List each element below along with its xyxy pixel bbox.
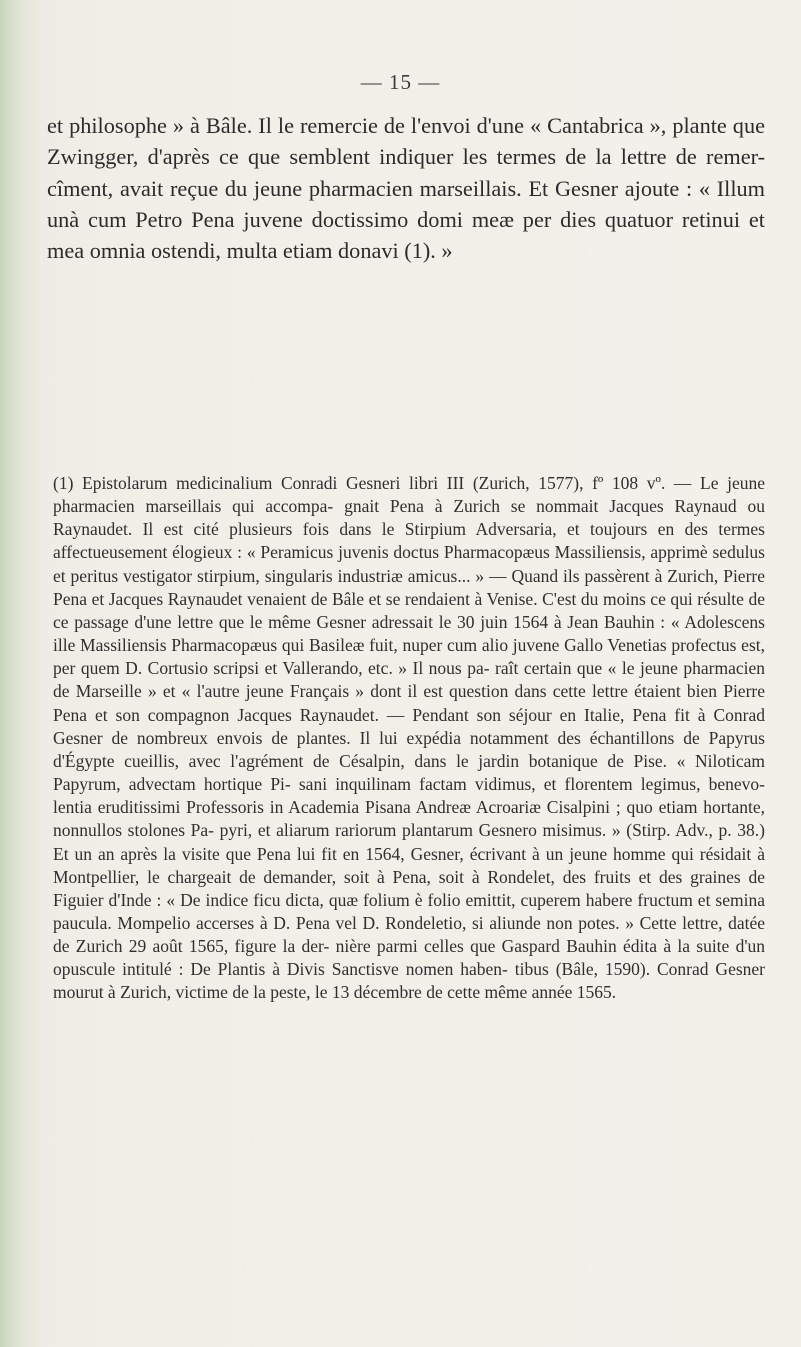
main-text-block bbox=[47, 110, 765, 266]
footnote-text: (1) Epistolarum medicinalium Conradi Gesneri libri III (Zurich, 1577), fº 108 vº. — Le jeune pharmacien marseillais qui accompa- gnait Pena à Zurich se nommait Jacques Raynaud ou Raynaudet. Il est cité plusieurs fois dans le Stirpium Adversaria, et toujours en des termes affectueusement élogieux : « Peramicus juvenis doctus Pharmacopæus Massiliensis, apprimè sedulus et peritus vestigator stirpium, singularis industriæ amicus... » — Quand ils passèrent à Zurich, Pierre Pena et Jacques Raynaudet venaient de Bâle et se rendaient à Venise. C'est du moins ce qui résulte de ce passage d'une lettre que le même Gesner adressait le 30 juin 1564 à Jean Bauhin : « Adolescens ille Massiliensis Pharmacopæus qui Basileæ fuit, nuper cum alio juvene Gallo Venetias profectus est, per quem D. Cortusio scripsi et Vallerando, etc. » Il nous pa- raît certain que « le jeune pharmacien de Marseille » et « l'autre jeune Français » dont il est question dans cette lettre étaient bien Pierre Pena et son compagnon Jacques Raynaudet. — Pendant son séjour en Italie, Pena fit à Conrad Gesner de nombreux envois de plantes. Il lui expédia notamment des échantillons de Papyrus d'Égypte cueillis, avec l'agrément de Césalpin, dans le jardin botanique de Pise. « Niloticam Papyrum, advectam hortique Pi- sani inquilinam factam vidimus, et florentem legimus, benevo- lentia eruditissimi Professoris in Academia Pisana Andreæ Acroariæ Cisalpini ; quo etiam hortante, nonnullos stolones Pa- pyri, et aliarum rariorum plantarum Gesnero misimus. » (Stirp. Adv., p. 38.) Et un an après la visite que Pena lui fit en 1564, Gesner, écrivant à un jeune homme qui résidait à Montpellier, le chargeait de demander, soit à Pena, soit à Rondelet, des fruits et des graines de Figuier d'Inde : « De indice ficu dicta, quæ folium è folio emittit, cuperem habere fructum et semina paucula. Mompelio accerses à D. Pena vel D. Rondeletio, si aliunde non potes. » Cette lettre, datée de Zurich 29 août 1565, figure la der- nière parmi celles que Gaspard Bauhin édita à la suite d'un opuscule intitulé : De Plantis à Divis Sanctisve nomen haben- tibus (Bâle, 1590). Conrad Gesner mourut à Zurich, victime de la peste, le 13 décembre de cette même année 1565. bbox=[53, 473, 765, 1003]
main-paragraph: et philosophe » à Bâle. Il le remercie de l'envoi d'une « Cantabrica », plante que Zwingger, d'après ce que semblent indiquer les termes de la lettre de remer- cîment, avait reçue du jeune pharmacien marseillais. Et Gesner ajoute : « Illum unà cum Petro Pena juvene doctissimo domi meæ per dies quatuor retinui et mea omnia ostendi, multa etiam donavi (1). » bbox=[47, 113, 765, 264]
footnote-block bbox=[53, 472, 765, 1005]
page-number: — 15 — bbox=[360, 70, 441, 94]
